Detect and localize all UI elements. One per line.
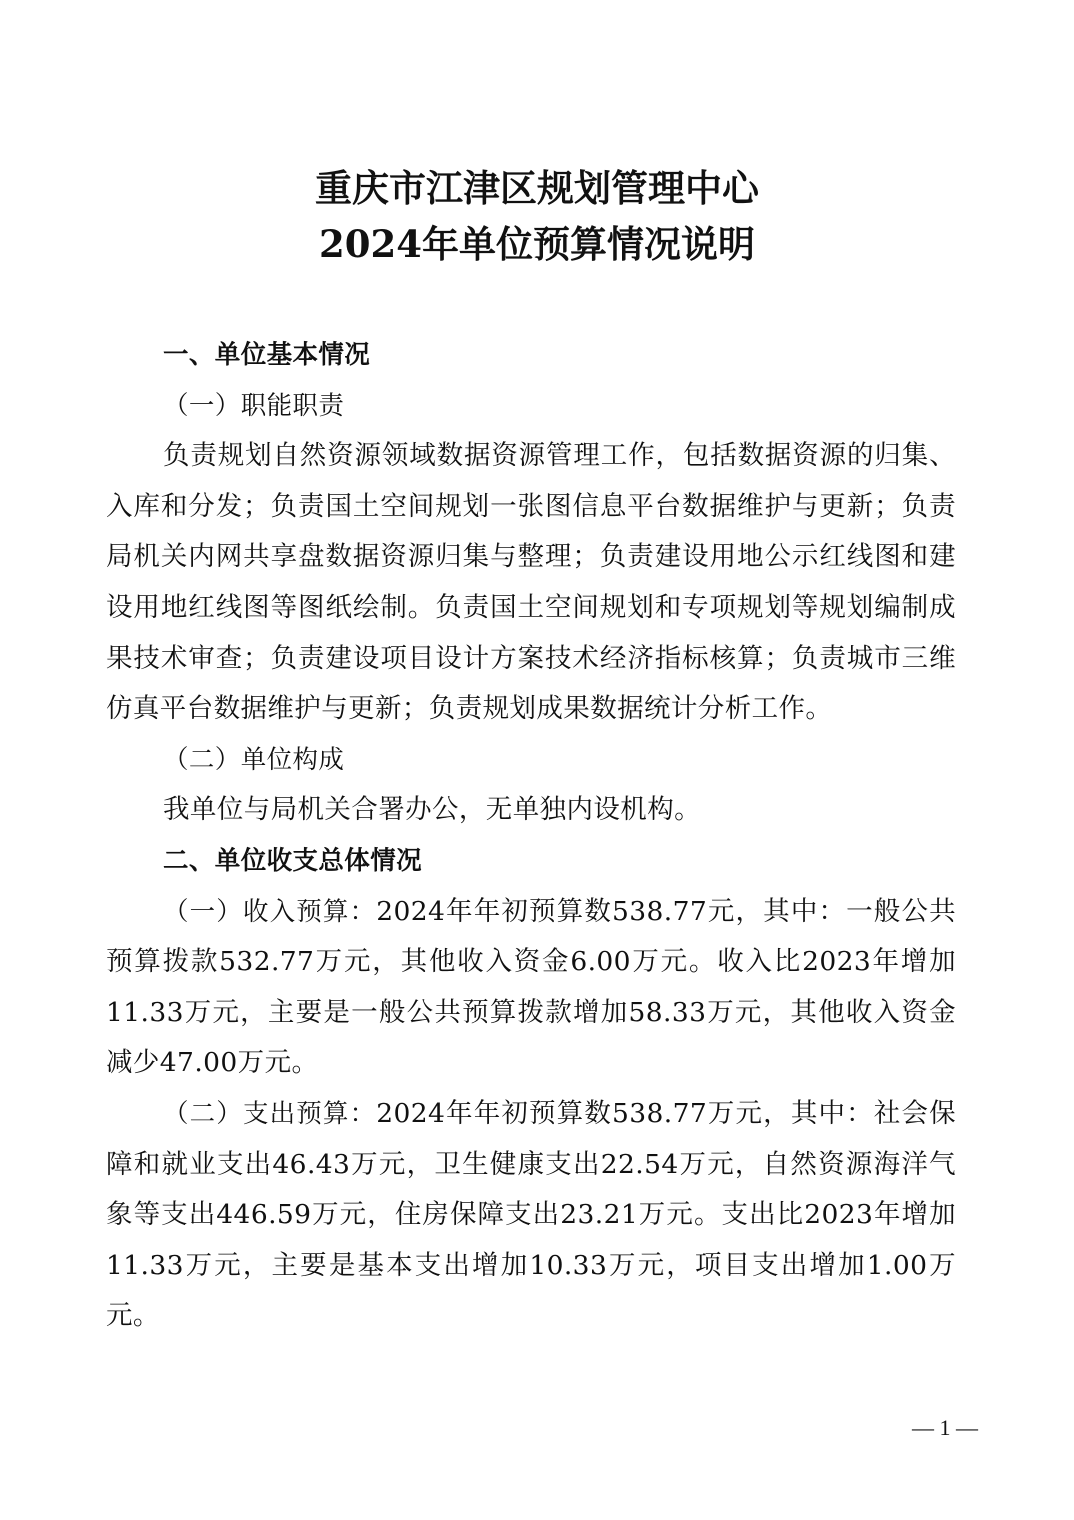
paragraph-income-budget xyxy=(106,887,956,1089)
expense-budget-text: 2024年年初预算数538.77万元，其中：社会保障和就业支出46.43万元，卫生健康支出22.54万元，自然资源海洋气象等支出446.59万元，住房保障支出23.21万元。支出比2023年增加11.33万元，主要是基本支出增加10.33万元，项目支出增加1.00万元。 xyxy=(106,1097,956,1332)
subsection-heading-composition: （二）单位构成 xyxy=(163,744,345,775)
document-title-line2: 2024年单位预算情况说明 xyxy=(319,222,755,266)
paragraph-composition: 我单位与局机关合署办公，无单独内设机构。 xyxy=(163,794,701,826)
income-budget-text: 2024年年初预算数538.77元，其中：一般公共预算拨款532.77万元，其他收入资金6.00万元。收入比2023年增加11.33万元，主要是一般公共预算拨款增加58.33万元，其他收入资金减少47.00万元。 xyxy=(106,895,956,1079)
paragraph-expense-budget xyxy=(106,1089,956,1342)
subsection-heading-duties: （一）职能职责 xyxy=(163,390,345,421)
document-title-line1: 重庆市江津区规划管理中心 xyxy=(315,166,759,210)
expense-budget-lead: （二）支出预算： xyxy=(163,1098,377,1129)
section-heading-budget-overview: 二、单位收支总体情况 xyxy=(163,845,423,876)
section-heading-basic-info: 一、单位基本情况 xyxy=(163,340,371,370)
income-budget-lead: （一）收入预算： xyxy=(163,896,377,927)
page-number: — 1 — xyxy=(912,1415,978,1440)
document-body xyxy=(106,330,956,1342)
paragraph-duties: 负责规划自然资源领域数据资源管理工作，包括数据资源的归集、入库和分发；负责国土空间规划一张图信息平台数据维护与更新；负责局机关内网共享盘数据资源归集与整理；负责建设用地公示红线图和建设用地红线图等图纸绘制。负责国土空间规划和专项规划等规划编制成果技术审查；负责建设项目设计方案技术经济指标核算；负责城市三维仿真平台数据维护与更新；负责规划成果数据统计分析工作。 xyxy=(106,440,956,725)
